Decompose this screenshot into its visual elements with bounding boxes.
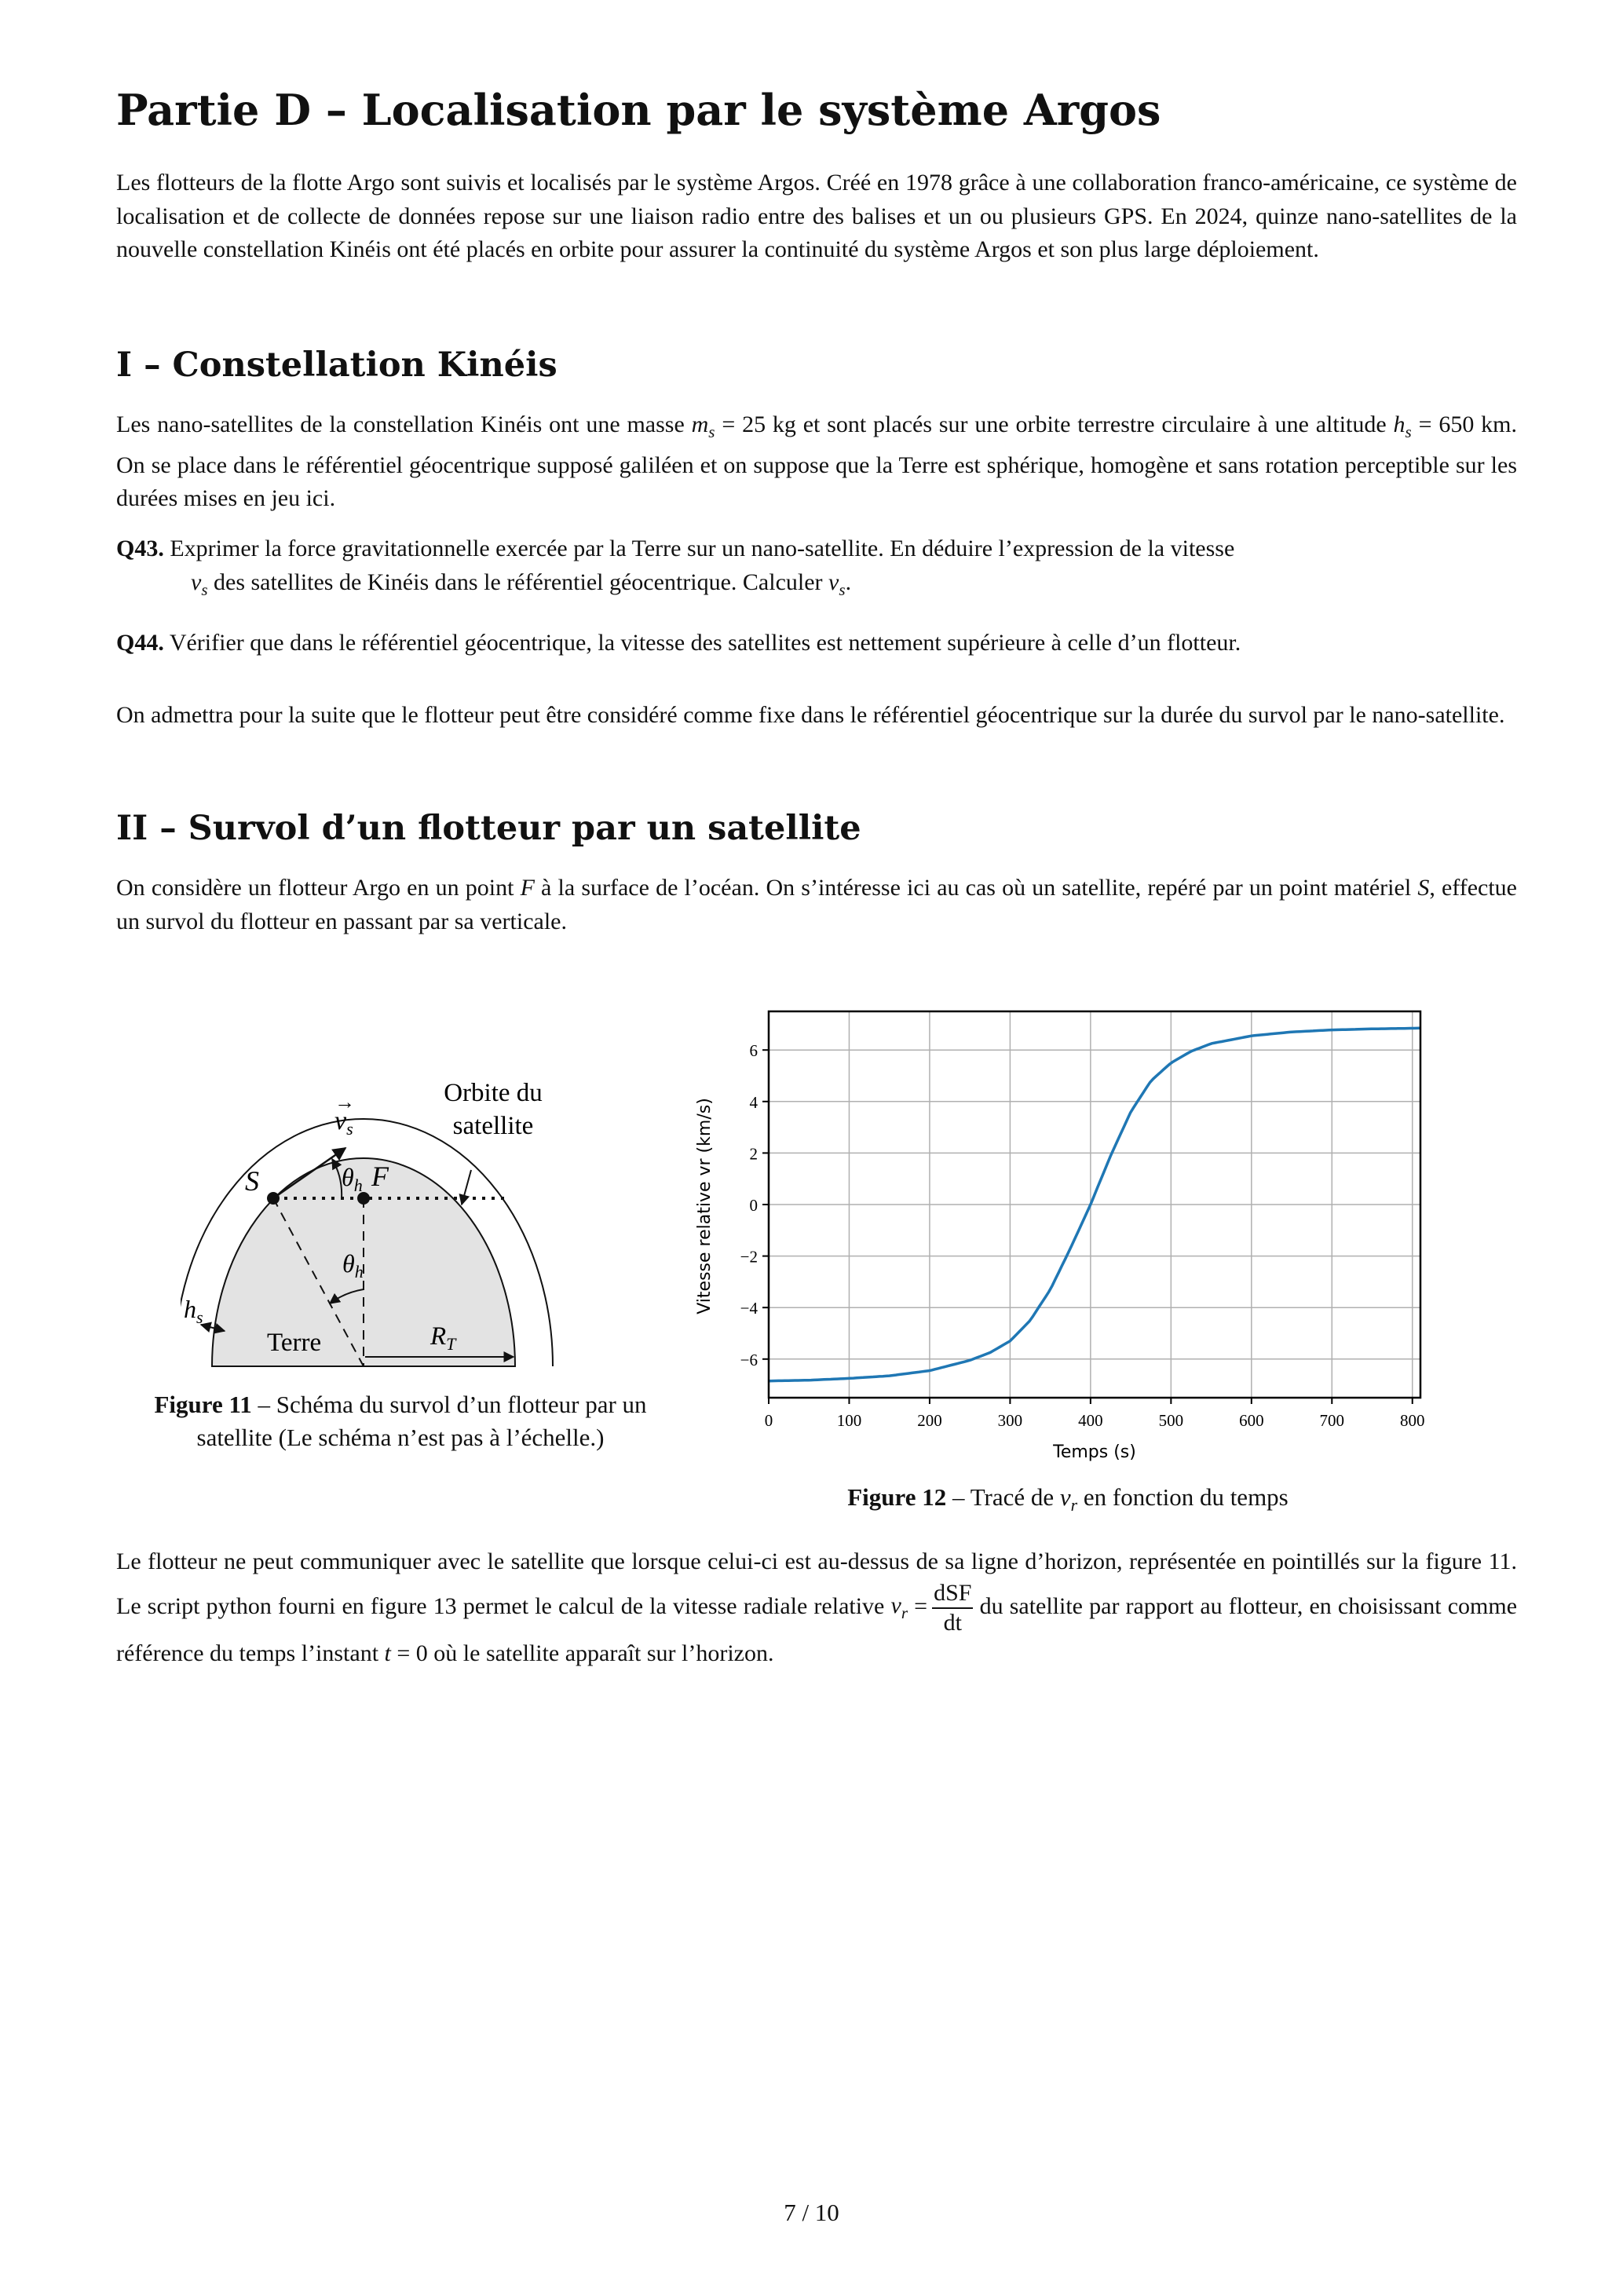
label-theta-top: $\theta_h$ — [342, 1163, 363, 1195]
figure-11-caption: Figure 11 – Schéma du survol d’un flotteur par un satellite (Le schéma n’est pas à l’échelle.) — [154, 1391, 647, 1451]
svg-text:0: 0 — [749, 1196, 758, 1215]
figure-12-caption: Figure 12 – Tracé de $v_r$ en fonction du temps — [847, 1483, 1289, 1515]
svg-text:4: 4 — [749, 1092, 758, 1112]
orbit-label: Orbite du — [444, 1079, 543, 1107]
svg-text:800: 800 — [1400, 1411, 1425, 1430]
var-ms: $m_s$ — [691, 411, 715, 441]
page-title: Partie D – Localisation par le système Argos — [116, 85, 1161, 135]
section-2-paragraph: On considère un flotteur Argo en un point F à la surface de l’océan. On s’intéresse ici au cas où un satellite, repéré par un point matériel S, effectue un survol du flotteur en passant par sa verticale. — [116, 875, 1517, 934]
fraction-dSF-dt: $\frac{\text{dSF}}{dt}$ — [934, 1579, 972, 1636]
question-q44: Q44. Vérifier que dans le référentiel géocentrique, la vitesse des satellites est nettement supérieure à celle d’un flotteur. — [116, 630, 1241, 656]
question-q43: Q43. Exprimer la force gravitationnelle exercée par la Terre sur un nano-satellite. En déduire l’expression de la vitesse $v_s$ des satellites de Kinéis dans le référentiel géocentrique. Calculer $v_s$. — [116, 536, 1235, 599]
page-number: 7 / 10 — [784, 2199, 839, 2226]
label-RT: $R_T$ — [430, 1322, 456, 1354]
section-1-paragraph: Les nano-satellites de la constellation Kinéis ont une masse $m_s = 25$ kg et sont placés sur une orbite terrestre circulaire à une altitude $h_s = 650$ km. On se place dans le référentiel géocentrique supposé galiléen et on suppose que la Terre est sphérique, homogène et sans rotation perceptible sur les durées mises en jeu ici. — [116, 411, 1517, 511]
intro-paragraph: Les flotteurs de la flotte Argo sont suivis et localisés par le système Argos. Créé en 1978 grâce à une collaboration franco-américaine, ce système de localisation et de collecte de données repose sur une liaison radio entre des balises et un ou plusieurs GPS. En 2024, quinze nano-satellites de la nouvelle constellation Kinéis ont été placés en orbite pour assurer la continuité du système Argos et son plus large déploiement. — [116, 170, 1517, 262]
var-hs: $h_s$ — [1393, 411, 1412, 441]
x-axis-label: Temps (s) — [1053, 1442, 1136, 1462]
svg-text:6: 6 — [749, 1041, 758, 1061]
vector-arrow-glyph: → — [334, 1091, 355, 1113]
label-S: S — [245, 1165, 259, 1197]
chart-grid — [769, 1011, 1420, 1398]
figure-11-schematic — [181, 1060, 605, 1374]
svg-text:−4: −4 — [740, 1299, 758, 1318]
section-1-note: On admettra pour la suite que le flotteur peut être considéré comme fixe dans le référentiel géocentrique sur la durée du survol par le nano-satellite. — [116, 702, 1505, 728]
svg-text:500: 500 — [1158, 1411, 1184, 1430]
svg-text:400: 400 — [1078, 1411, 1103, 1430]
label-earth: Terre — [267, 1329, 322, 1357]
question-number: Q43. — [116, 536, 164, 561]
svg-text:−2: −2 — [740, 1247, 758, 1267]
chart-ticks — [740, 1041, 1425, 1430]
svg-text:−6: −6 — [740, 1350, 758, 1369]
svg-text:300: 300 — [997, 1411, 1023, 1430]
velocity-label: $v_s$ — [334, 1106, 353, 1139]
figure-12-chart — [691, 1005, 1445, 1476]
svg-text:2: 2 — [749, 1144, 758, 1164]
svg-text:0: 0 — [764, 1411, 773, 1430]
section-2-heading: II – Survol d’un flotteur par un satellite — [116, 809, 861, 848]
svg-text:700: 700 — [1319, 1411, 1345, 1430]
question-number: Q44. — [116, 630, 164, 656]
label-hs: $h_s$ — [184, 1295, 203, 1327]
svg-text:100: 100 — [836, 1411, 862, 1430]
svg-text:600: 600 — [1239, 1411, 1264, 1430]
section-1-heading: I – Constellation Kinéis — [116, 345, 557, 385]
label-F: F — [371, 1161, 389, 1192]
section-2-after-figures: Le flotteur ne peut communiquer avec le satellite que lorsque celui-ci est au-dessus de sa ligne d’horizon, représentée en pointillés sur la figure 11. Le script python fourni en figure 13 permet le calcul de la vitesse radiale relative $v_r$ = $\frac{\text{dSF}}{dt}$ du satellite par rapport au flotteur, en choisissant comme référence du temps l’instant t = 0 où le satellite apparaît sur l’horizon. — [116, 1548, 1518, 1666]
label-theta-center: $\theta_h$ — [342, 1249, 364, 1281]
svg-text:200: 200 — [917, 1411, 942, 1430]
orbit-label-2: satellite — [452, 1112, 534, 1140]
y-axis-label: Vitesse relative vr (km/s) — [695, 1098, 715, 1314]
